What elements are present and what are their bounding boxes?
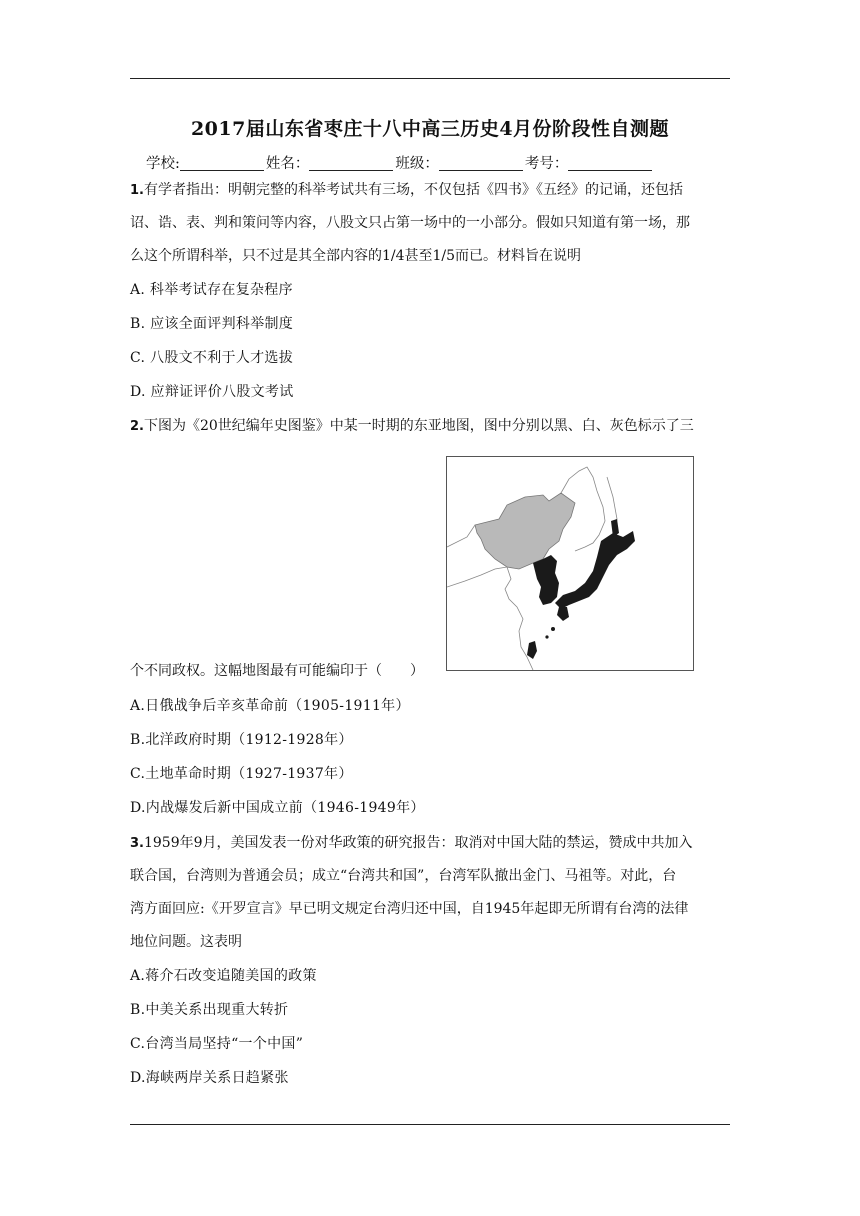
page-title: 2017届山东省枣庄十八中高三历史4月份阶段性自测题	[190, 118, 670, 140]
q2-option-d: D.内战爆发后新中国成立前（1946-1949年）	[130, 800, 425, 816]
q2-number: 2.	[130, 419, 144, 434]
east-asia-map	[446, 456, 694, 671]
exam-no-blank[interactable]	[568, 156, 652, 171]
q3-option-a: A.蒋介石改变追随美国的政策	[130, 968, 317, 984]
q1-option-c: C. 八股文不利于人才选拔	[130, 350, 294, 366]
q1-line-1: 1.有学者指出：明朝完整的科举考试共有三场，不仅包括《四书》《五经》的记诵，还包括	[130, 182, 683, 198]
exam-no-label: 考号：	[524, 156, 569, 172]
dark-region-kyushu	[557, 607, 569, 621]
q2-option-c: C.土地革命时期（1927-1937年）	[130, 766, 353, 782]
dark-region-japan	[555, 531, 635, 609]
q3-option-b: B.中美关系出现重大转折	[130, 1002, 289, 1018]
q2-line-2: 个不同政权。这幅地图最有可能编印于（ ）	[130, 663, 424, 679]
ryukyu-island	[545, 635, 548, 638]
q3-number: 3.	[130, 836, 144, 851]
dark-region-taiwan	[527, 641, 537, 659]
q3-option-c: C.台湾当局坚持“一个中国”	[130, 1036, 304, 1052]
gray-region	[475, 493, 575, 569]
q1-option-a: A. 科举考试存在复杂程序	[130, 282, 293, 298]
q3-line-2: 联合国，台湾则为普通会员；成立“台湾共和国”，台湾军队撤出金门、马祖等。对此，台	[130, 868, 677, 884]
q1-line-2: 诏、诰、表、判和策问等内容，八股文只占第一场中的一小部分。假如只知道有第一场，那	[130, 215, 690, 231]
ryukyu-island	[551, 627, 555, 631]
q1-number: 1.	[130, 183, 144, 198]
q2-option-a: A.日俄战争后辛亥革命前（1905-1911年）	[130, 698, 410, 714]
dark-region-korea	[533, 555, 559, 605]
q1-option-d: D. 应辩证评价八股文考试	[130, 384, 294, 400]
header-rule	[130, 78, 730, 79]
school-label: 学校:	[146, 156, 180, 172]
footer-rule	[130, 1124, 730, 1125]
school-blank[interactable]	[180, 156, 264, 171]
q2-line-1: 2.下图为《20世纪编年史图鉴》中某一时期的东亚地图，图中分别以黑、白、灰色标示了三	[130, 418, 694, 434]
name-blank[interactable]	[309, 156, 393, 171]
q1-line-3: 么这个所谓科举，只不过是其全部内容的1/4甚至1/5而已。材料旨在说明	[130, 248, 582, 264]
student-info-line	[146, 152, 730, 173]
q3-option-d: D.海峡两岸关系日趋紧张	[130, 1070, 289, 1086]
class-label: 班级：	[395, 156, 439, 172]
q3-line-4: 地位问题。这表明	[130, 934, 242, 950]
east-asia-map-graphic	[447, 457, 693, 670]
name-label: 姓名：	[265, 156, 310, 172]
class-blank[interactable]	[439, 156, 523, 171]
q2-option-b: B.北洋政府时期（1912-1928年）	[130, 732, 353, 748]
q3-line-1: 3.1959年9月，美国发表一份对华政策的研究报告：取消对中国大陆的禁运，赞成中共加入	[130, 835, 693, 851]
q1-option-b: B. 应该全面评判科举制度	[130, 316, 294, 332]
q3-line-3: 湾方面回应:《开罗宣言》早已明文规定台湾归还中国，自1945年起即无所谓有台湾的法律	[130, 901, 689, 917]
